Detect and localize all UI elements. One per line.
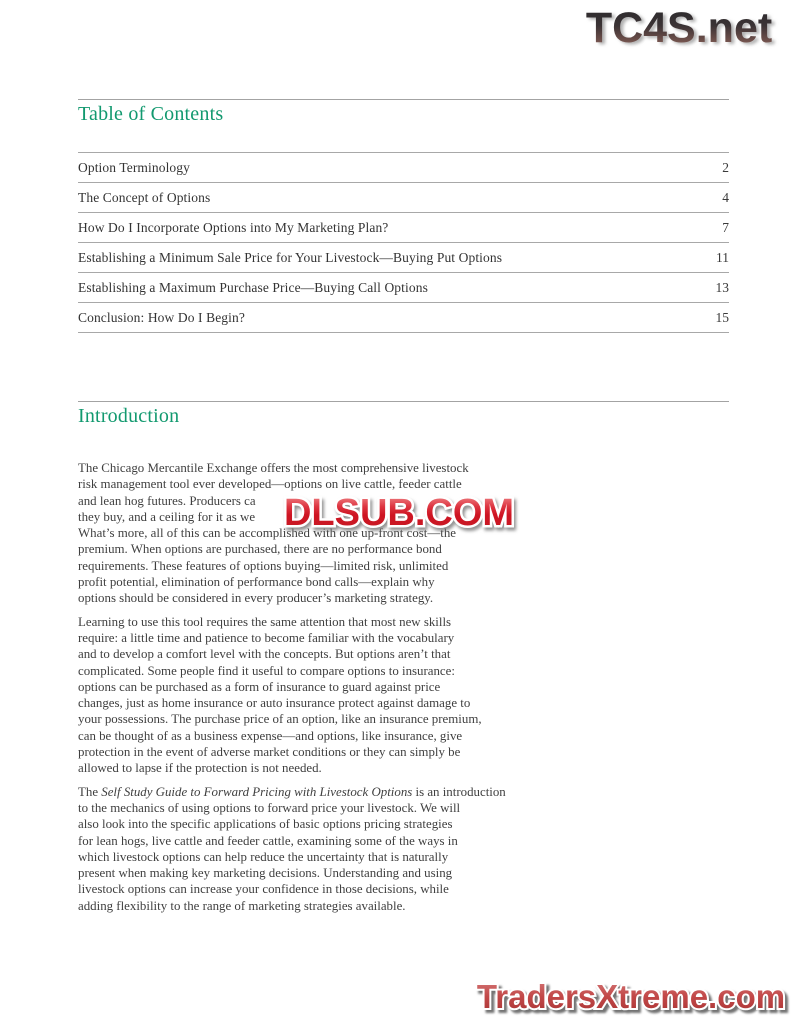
- toc-list: [78, 152, 729, 333]
- body-line: changes, just as home insurance or auto insurance protect against damage to: [78, 696, 471, 711]
- body-line: they buy, and a ceiling for it as we: [78, 509, 256, 524]
- body-line: for lean hogs, live cattle and feeder cattle, examining some of the ways in: [78, 833, 458, 848]
- tradersxtreme-watermark-logo: [472, 972, 790, 1022]
- body-line: What’s more, all of this can be accomplished with one up-front cost—the: [78, 526, 457, 541]
- toc-row: [78, 303, 729, 333]
- body-line: and lean hog futures. Producers ca: [78, 493, 256, 508]
- toc-heading: Table of Contents: [78, 103, 224, 125]
- body-line: options should be considered in every producer’s marketing strategy.: [78, 591, 434, 606]
- toc-row: [78, 153, 729, 183]
- tc4s-logo-text: TC4S.net: [585, 4, 773, 52]
- body-line: adding flexibility to the range of marketing strategies available.: [78, 898, 406, 913]
- toc-item-page: 15: [715, 309, 729, 325]
- body-line: present when making key marketing decisions. Understanding and using: [78, 866, 453, 881]
- body-line: premium. When options are purchased, there are no performance bond: [78, 542, 442, 557]
- toc-item-label: Establishing a Maximum Purchase Price—Buying Call Options: [78, 279, 428, 295]
- body-line: and to develop a comfort level with the concepts. But options aren’t that: [78, 647, 451, 662]
- body-line: The Chicago Mercantile Exchange offers the most comprehensive livestock: [78, 461, 469, 475]
- toc-item-page: 13: [715, 279, 729, 295]
- body-line: require: a little time and patience to become familiar with the vocabulary: [78, 630, 455, 645]
- body-line: protection in the event of adverse market conditions or they can simply be: [78, 745, 461, 760]
- body-line: Learning to use this tool requires the same attention that most new skills: [78, 614, 452, 629]
- toc-item-page: 11: [716, 249, 729, 265]
- toc-item-label: How Do I Incorporate Options into My Marketing Plan?: [78, 219, 389, 235]
- body-line-text: is an introduction: [412, 784, 506, 799]
- paragraph-2: [78, 614, 548, 777]
- body-line: complicated. Some people find it useful to compare options to insurance:: [78, 663, 455, 678]
- body-line: livestock options can increase your confidence in those decisions, while: [78, 882, 449, 897]
- toc-item-label: Option Terminology: [78, 159, 190, 175]
- body-line: risk management tool ever developed—options on live cattle, feeder cattle: [78, 477, 462, 492]
- toc-row: [78, 273, 729, 303]
- body-line: options can be purchased as a form of insurance to guard against price: [78, 679, 441, 694]
- toc-item-page: 2: [722, 159, 729, 175]
- toc-row: [78, 183, 729, 213]
- body-line-text: The: [78, 784, 102, 799]
- body-line: your possessions. The purchase price of an option, like an insurance premium,: [78, 712, 482, 727]
- intro-heading: Introduction: [78, 405, 180, 427]
- tc4s-watermark-logo: [568, 0, 790, 58]
- body-line: which livestock options can help reduce the uncertainty that is naturally: [78, 849, 449, 864]
- body-line: profit potential, elimination of performance bond calls—explain why: [78, 575, 435, 590]
- toc-item-label: Establishing a Minimum Sale Price for Your Livestock—Buying Put Options: [78, 249, 503, 265]
- dlsub-watermark-logo: [256, 488, 542, 536]
- dlsub-logo-text: DLSUB.COM: [283, 492, 515, 534]
- body-line: can be thought of as a business expense—and options, like insurance, give: [78, 728, 463, 743]
- toc-row: [78, 213, 729, 243]
- tradersxtreme-logo-text: TradersXtreme.com: [476, 978, 786, 1015]
- paragraph-3: [78, 784, 548, 914]
- toc-item-page: 4: [722, 189, 729, 205]
- body-line: to the mechanics of using options to forward price your livestock. We will: [78, 800, 461, 815]
- body-line: requirements. These features of options buying—limited risk, unlimited: [78, 558, 449, 573]
- book-title-italic: Self Study Guide to Forward Pricing with Livestock Options: [101, 784, 413, 799]
- body-line: also look into the specific applications of basic options pricing strategies: [78, 817, 453, 832]
- toc-item-page: 7: [722, 219, 729, 235]
- toc-item-label: The Concept of Options: [78, 189, 211, 205]
- body-line: [78, 784, 548, 800]
- body-line: allowed to lapse if the protection is not needed.: [78, 761, 322, 776]
- toc-item-label: Conclusion: How Do I Begin?: [78, 309, 245, 325]
- intro-section-header: [78, 401, 729, 428]
- toc-row: [78, 243, 729, 273]
- toc-section-header: [78, 99, 729, 126]
